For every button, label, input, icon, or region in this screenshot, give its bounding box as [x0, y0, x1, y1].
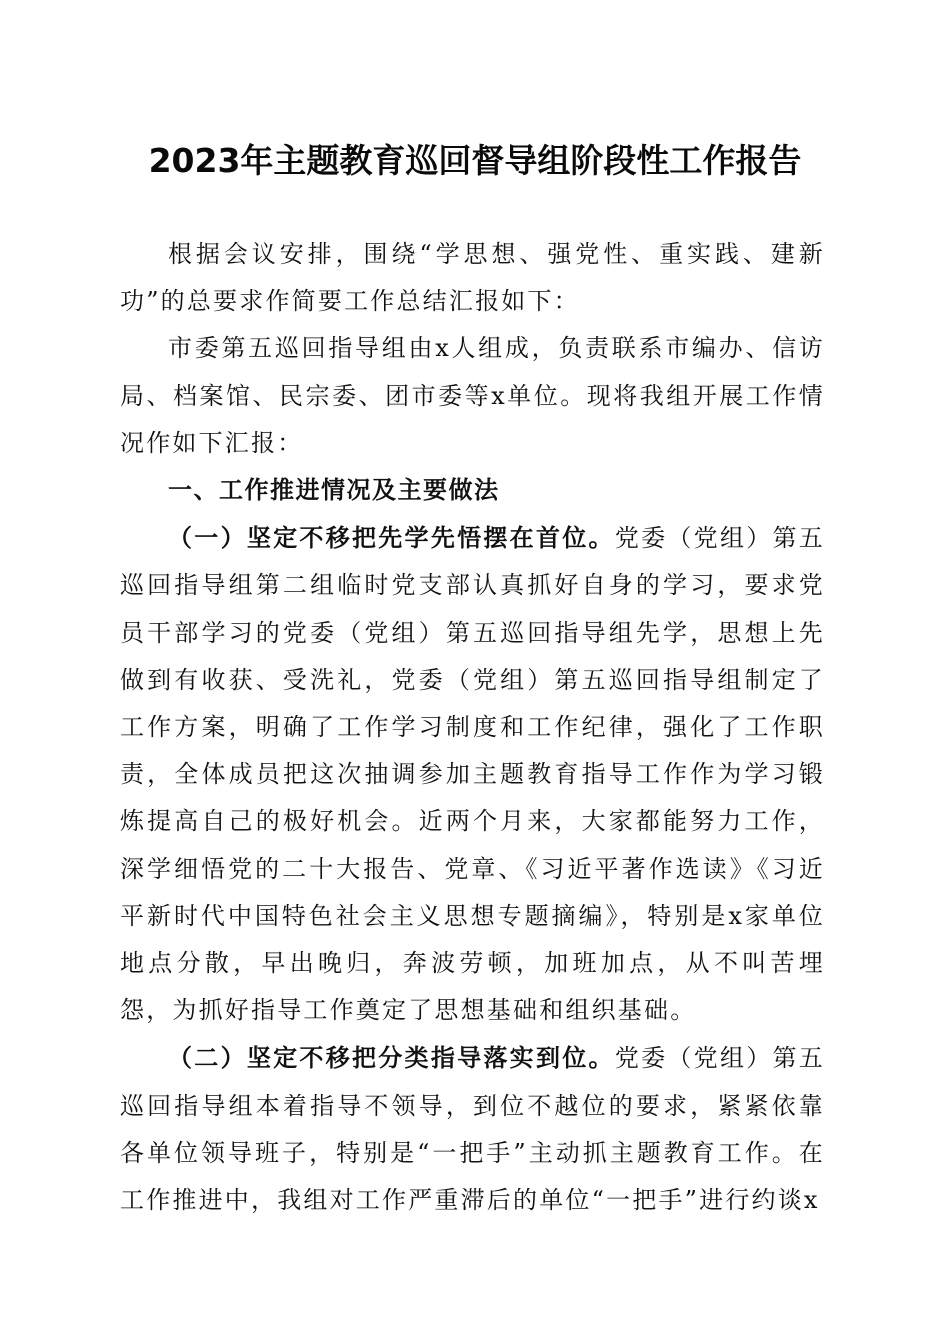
paragraph-intro: 根据会议安排，围绕“学思想、强党性、重实践、建新功”的总要求作简要工作总结汇报如下： [120, 240, 825, 316]
point-one-lead: （一）坚定不移把先学先悟摆在首位。 [168, 523, 615, 553]
document-body [120, 231, 825, 1224]
point-one-text: 党委（党组）第五巡回指导组第二组临时党支部认真抓好自身的学习，要求党员干部学习的党委（党组）第五巡回指导组先学，思想上先做到有收获、受洗礼，党委（党组）第五巡回指导组制定了工作方案，明确了工作学习制度和工作纪律，强化了工作职责，全体成员把这次抽调参加主题教育指导工作作为学习锻炼提高自己的极好机会。近两个月来，大家都能努力工作，深学细悟党的二十大报告、党章、《习近平著作选读》《习近平新时代中国特色社会主义思想专题摘编》，特别是x家单位地点分散，早出晚归，奔波劳顿，加班加点，从不叫苦埋怨，为抓好指导工作奠定了思想基础和组织基础。 [120, 524, 825, 1025]
paragraph-point-one [120, 514, 825, 1034]
document-title: 2023年主题教育巡回督导组阶段性工作报告 [148, 141, 802, 180]
paragraph-point-two [120, 1034, 825, 1224]
point-two-text: 党委（党组）第五巡回指导组本着指导不领导，到位不越位的要求，紧紧依靠各单位领导班子，特别是“一把手”主动抓主题教育工作。在工作推进中，我组对工作严重滞后的单位“一把手”进行约谈x [120, 1044, 825, 1215]
section-heading: 一、工作推进情况及主要做法 [168, 476, 500, 505]
paragraph-group-overview: 市委第五巡回指导组由x人组成，负责联系市编办、信访局、档案馆、民宗委、团市委等x单位。现将我组开展工作情况作如下汇报： [120, 334, 825, 457]
point-two-lead: （二）坚定不移把分类指导落实到位。 [168, 1043, 615, 1073]
